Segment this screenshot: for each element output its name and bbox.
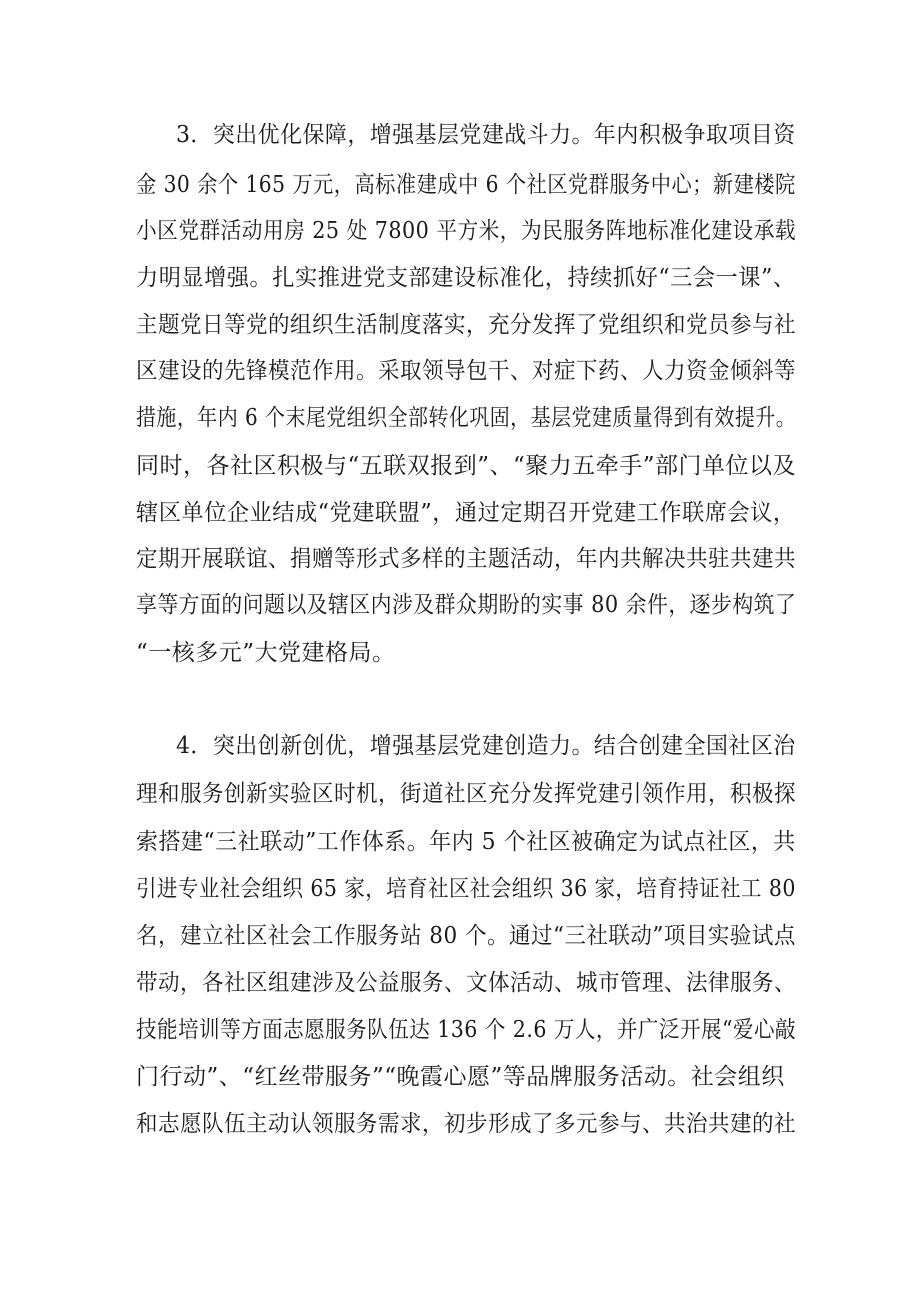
paragraph-3-line: 主题党日等党的组织生活制度落实，充分发挥了党组织和党员参与社 [136,312,796,338]
paragraph-3-line: 3．突出优化保障，增强基层党建战斗力。年内积极争取项目资 [176,122,796,148]
paragraph-3-line: 定期开展联谊、捐赠等形式多样的主题活动，年内共解决共驻共建共 [136,546,796,572]
paragraph-3-line: 区建设的先锋模范作用。采取领导包干、对症下药、人力资金倾斜等 [136,358,796,384]
paragraph-4-line: 名，建立社区社会工作服务站 80 个。通过“三社联动”项目实验试点 [136,923,796,949]
paragraph-3-line: 小区党群活动用房 25 处 7800 平方米，为民服务阵地标准化建设承载 [136,218,797,244]
paragraph-3-line: 力明显增强。扎实推进党支部建设标准化，持续抓好“三会一课”、 [136,265,796,291]
paragraph-3-line: 金 30 余个 165 万元，高标准建成中 6 个社区党群服务中心；新建楼院 [136,172,796,198]
paragraph-4-line: 带动，各社区组建涉及公益服务、文体活动、城市管理、法律服务、 [136,970,796,996]
paragraph-3-line: “一核多元”大党建格局。 [136,640,396,666]
paragraph-4-line: 引进专业社会组织 65 家，培育社区社会组织 36 家，培育持证社工 80 [136,876,796,902]
paragraph-4-line: 索搭建“三社联动”工作体系。年内 5 个社区被确定为试点社区，共 [136,829,796,855]
paragraph-4-line: 门行动”、“红丝带服务”“晚霞心愿”等品牌服务活动。社会组织 [136,1064,785,1090]
paragraph-3-line: 辖区单位企业结成“党建联盟”，通过定期召开党建工作联席会议， [136,500,796,526]
paragraph-4-line: 和志愿队伍主动认领服务需求，初步形成了多元参与、共治共建的社 [136,1111,796,1137]
paragraph-3-line: 同时，各社区积极与“五联双报到”、“聚力五牵手”部门单位以及 [136,453,797,479]
paragraph-4-line: 理和服务创新实验区时机，街道社区充分发挥党建引领作用，积极探 [136,781,796,807]
paragraph-3-line: 享等方面的问题以及辖区内涉及群众期盼的实事 80 余件，逐步构筑了 [136,592,797,618]
paragraph-3-line: 措施，年内 6 个末尾党组织全部转化巩固，基层党建质量得到有效提升。 [136,405,797,431]
paragraph-4-line: 4．突出创新创优，增强基层党建创造力。结合创建全国社区治 [176,733,796,759]
paragraph-4-line: 技能培训等方面志愿服务队伍达 136 个 2.6 万人，并广泛开展“爱心敲 [136,1017,796,1043]
